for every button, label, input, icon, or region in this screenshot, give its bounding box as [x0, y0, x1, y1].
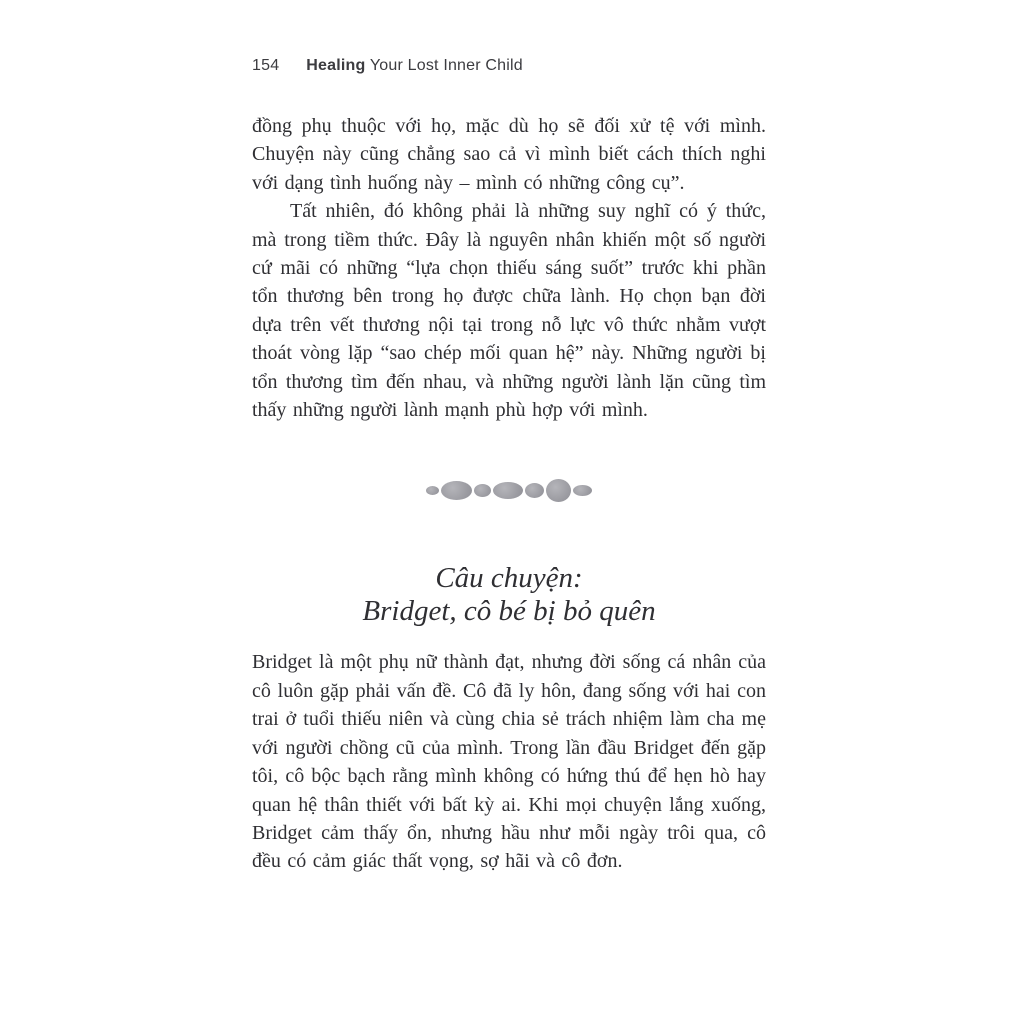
bead-icon	[573, 485, 592, 496]
bead-icon	[525, 483, 544, 498]
section-title	[252, 562, 766, 628]
bead-icon	[474, 484, 491, 497]
section-title-line2: Bridget, cô bé bị bỏ quên	[362, 595, 656, 628]
bead-icon	[426, 486, 439, 495]
bead-icon	[546, 479, 571, 502]
bead-icon	[441, 481, 472, 500]
page-header	[252, 57, 523, 75]
section-divider	[252, 478, 766, 502]
running-title	[306, 57, 523, 75]
running-title-rest: Your Lost Inner Child	[365, 57, 523, 74]
paragraph: Bridget là một phụ nữ thành đạt, nhưng đời sống cá nhân của cô luôn gặp phải vấn đề. Cô đã ly hôn, đang sống với hai con trai ở tuổi thiếu niên và cùng chia sẻ trách nhiệm làm cha mẹ với người chồng cũ của mình. Trong lần đầu Bridget đến gặp tôi, cô bộc bạch rằng mình không có hứng thú để hẹn hò hay quan hệ thân thiết với bất kỳ ai. Khi mọi chuyện lắng xuống, Bridget cảm thấy ổn, nhưng hầu như mỗi ngày trôi qua, cô đều có cảm giác thất vọng, sợ hãi và cô đơn.	[252, 651, 766, 873]
section-title-line1: Câu chuyện:	[435, 562, 583, 595]
paragraph-continuation: đồng phụ thuộc với họ, mặc dù họ sẽ đối xử tệ với mình. Chuyện này cũng chẳng sao cả vì mình biết cách thích nghi với dạng tình huống này – mình có những công cụ”.	[252, 115, 766, 194]
page-number: 154	[252, 57, 280, 74]
paragraph: Tất nhiên, đó không phải là những suy nghĩ có ý thức, mà trong tiềm thức. Đây là nguyên nhân khiến một số người cứ mãi có những “lựa chọn thiếu sáng suốt” trước khi phần tổn thương bên trong họ được chữa lành. Họ chọn bạn đời dựa trên vết thương nội tại trong nỗ lực vô thức nhằm vượt thoát vòng lặp “sao chép mối quan hệ” này. Những người bị tổn thương tìm đến nhau, và những người lành lặn cũng tìm thấy những người lành mạnh phù hợp với mình.	[252, 200, 766, 422]
bead-icon	[493, 482, 523, 499]
text-column	[252, 112, 766, 876]
running-title-bold: Healing	[306, 57, 366, 74]
